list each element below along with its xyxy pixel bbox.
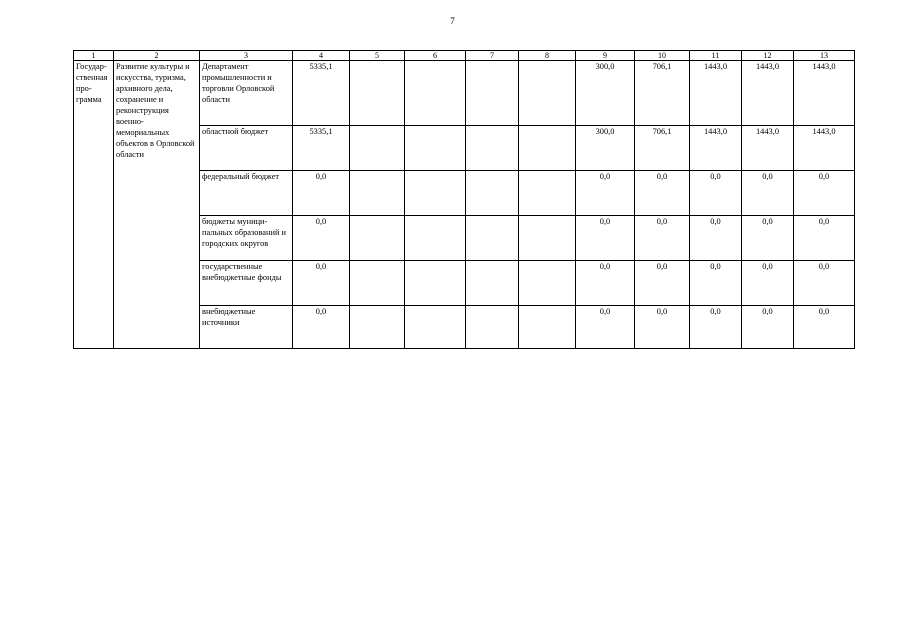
column-header: 11	[690, 51, 742, 61]
value-cell	[405, 306, 466, 349]
value-cell: 5335,1	[293, 61, 350, 126]
column-header: 10	[635, 51, 690, 61]
value-cell: 300,0	[576, 126, 635, 171]
value-cell	[466, 261, 519, 306]
value-cell: 0,0	[690, 216, 742, 261]
program-type-line: грамма	[76, 95, 102, 104]
value-cell: 1443,0	[742, 126, 794, 171]
value-cell: 0,0	[690, 171, 742, 216]
value-cell	[466, 126, 519, 171]
column-header: 7	[466, 51, 519, 61]
column-header: 6	[405, 51, 466, 61]
value-cell: 0,0	[293, 216, 350, 261]
value-cell: 300,0	[576, 61, 635, 126]
value-cell: 0,0	[635, 171, 690, 216]
header-row	[74, 51, 855, 61]
column-header: 8	[519, 51, 576, 61]
value-cell	[519, 306, 576, 349]
column-header: 9	[576, 51, 635, 61]
value-cell: 0,0	[576, 216, 635, 261]
value-cell	[350, 171, 405, 216]
value-cell	[405, 61, 466, 126]
program-type-cell	[74, 61, 114, 349]
value-cell: 0,0	[293, 306, 350, 349]
column-header: 13	[794, 51, 855, 61]
value-cell: 0,0	[794, 306, 855, 349]
column-header: 1	[74, 51, 114, 61]
value-cell	[405, 261, 466, 306]
value-cell	[519, 216, 576, 261]
funding-source-cell: областной бюджет	[200, 126, 293, 171]
value-cell	[519, 126, 576, 171]
value-cell: 1443,0	[742, 61, 794, 126]
value-cell: 0,0	[635, 306, 690, 349]
value-cell: 0,0	[742, 261, 794, 306]
funding-source-cell: федеральный бюджет	[200, 171, 293, 216]
value-cell	[466, 171, 519, 216]
funding-source-cell: бюджеты муници-пальных образований и городских округов	[200, 216, 293, 261]
value-cell	[466, 306, 519, 349]
funding-source-cell: государственные внебюджетные фонды	[200, 261, 293, 306]
value-cell: 0,0	[794, 261, 855, 306]
value-cell	[350, 306, 405, 349]
value-cell: 1443,0	[690, 61, 742, 126]
value-cell	[405, 216, 466, 261]
value-cell: 1443,0	[794, 61, 855, 126]
column-header: 12	[742, 51, 794, 61]
value-cell: 0,0	[293, 171, 350, 216]
value-cell: 0,0	[742, 171, 794, 216]
funding-source-cell: внебюджетные источники	[200, 306, 293, 349]
value-cell	[405, 171, 466, 216]
program-name-cell: Развитие культуры и искусства, туризма, архивного дела, сохранение и реконструкция военно-мемориальных объектов в Орловской области	[114, 61, 200, 349]
table-row	[74, 61, 855, 126]
value-cell: 0,0	[576, 306, 635, 349]
budget-table	[73, 50, 855, 349]
value-cell	[350, 261, 405, 306]
value-cell	[350, 126, 405, 171]
value-cell: 0,0	[576, 171, 635, 216]
funding-source-cell: Департамент промышленности и торговли Орловской области	[200, 61, 293, 126]
value-cell	[519, 171, 576, 216]
value-cell: 5335,1	[293, 126, 350, 171]
value-cell	[519, 261, 576, 306]
column-header: 3	[200, 51, 293, 61]
value-cell: 0,0	[690, 261, 742, 306]
value-cell: 0,0	[690, 306, 742, 349]
program-type-line: про-	[76, 84, 92, 93]
column-header: 2	[114, 51, 200, 61]
page-number: 7	[450, 16, 455, 26]
value-cell: 0,0	[742, 216, 794, 261]
column-header: 5	[350, 51, 405, 61]
value-cell: 0,0	[635, 261, 690, 306]
value-cell	[405, 126, 466, 171]
value-cell: 0,0	[794, 171, 855, 216]
value-cell: 0,0	[635, 216, 690, 261]
program-type-line: ственная	[76, 73, 108, 82]
value-cell	[466, 61, 519, 126]
value-cell: 706,1	[635, 61, 690, 126]
value-cell: 1443,0	[794, 126, 855, 171]
value-cell: 0,0	[293, 261, 350, 306]
value-cell	[519, 61, 576, 126]
value-cell	[466, 216, 519, 261]
value-cell	[350, 216, 405, 261]
value-cell: 0,0	[794, 216, 855, 261]
value-cell: 706,1	[635, 126, 690, 171]
column-header: 4	[293, 51, 350, 61]
value-cell	[350, 61, 405, 126]
program-type-line: Государ-	[76, 62, 107, 71]
value-cell: 0,0	[576, 261, 635, 306]
value-cell: 0,0	[742, 306, 794, 349]
value-cell: 1443,0	[690, 126, 742, 171]
